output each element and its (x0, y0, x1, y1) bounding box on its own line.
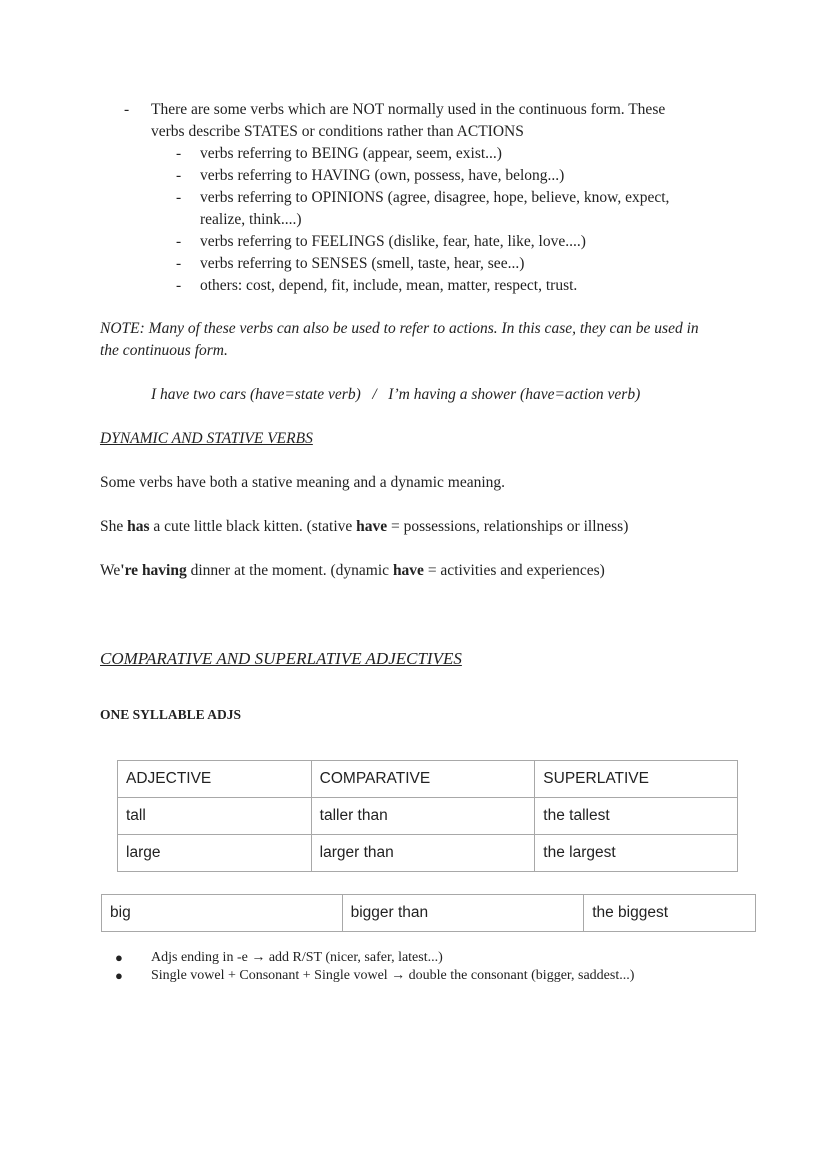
rule-ending-e: Adjs ending in -e → add R/ST (nicer, safer, latest...) (151, 950, 443, 965)
table-cell: big (102, 895, 343, 932)
sub-dash: - (176, 277, 182, 294)
table-cell: bigger than (342, 895, 584, 932)
sub-dash: - (176, 145, 182, 162)
list-item-opinions-cont: realize, think....) (200, 211, 302, 228)
table-header-row (118, 761, 738, 798)
table-cell: the largest (535, 835, 738, 872)
table-row (102, 895, 756, 932)
table-cell: larger than (311, 835, 535, 872)
subheading-one-syllable: ONE SYLLABLE ADJS (100, 707, 242, 722)
rule-double-consonant: Single vowel + Consonant + Single vowel → double the consonant (bigger, saddest...) (151, 968, 635, 983)
note-line-1: NOTE: Many of these verbs can also be used to refer to actions. In this case, they can be used in (100, 320, 699, 337)
list-item-having: verbs referring to HAVING (own, possess, have, belong...) (200, 167, 565, 184)
intro-line-2: verbs describe STATES or conditions rather than ACTIONS (151, 123, 524, 140)
sub-dash: - (176, 255, 182, 272)
list-item-being: verbs referring to BEING (appear, seem, exist...) (200, 145, 502, 162)
intro-line-1: There are some verbs which are NOT normally used in the continuous form. These (151, 101, 666, 118)
sub-dash: - (176, 233, 182, 250)
bold-have: have (392, 562, 424, 579)
extra-adjective-table (101, 894, 756, 932)
table-row (118, 798, 738, 835)
table-cell: tall (118, 798, 312, 835)
list-item-others: others: cost, depend, fit, include, mean, matter, respect, trust. (200, 277, 578, 294)
table-cell: large (118, 835, 312, 872)
table-header-cell: COMPARATIVE (311, 761, 535, 798)
bold-has: has (127, 518, 150, 535)
list-item-feelings: verbs referring to FEELINGS (dislike, fear, hate, like, love....) (200, 233, 586, 250)
table-cell: taller than (311, 798, 535, 835)
list-item-opinions: verbs referring to OPINIONS (agree, disagree, hope, believe, know, expect, (200, 189, 670, 206)
example-stative: She has a cute little black kitten. (stative have = possessions, relationships or illness) (100, 518, 629, 535)
dynamic-intro: Some verbs have both a stative meaning and a dynamic meaning. (100, 474, 506, 491)
note-line-2: the continuous form. (100, 342, 228, 359)
section-heading-adjectives: COMPARATIVE AND SUPERLATIVE ADJECTIVES (100, 649, 462, 668)
bullet-dot: ● (115, 968, 123, 983)
list-item-senses: verbs referring to SENSES (smell, taste, hear, see...) (200, 255, 525, 272)
section-heading-dynamic: DYNAMIC AND STATIVE VERBS (100, 430, 313, 447)
table-header-cell: ADJECTIVE (118, 761, 312, 798)
sub-dash: - (176, 167, 182, 184)
table-cell: the tallest (535, 798, 738, 835)
table-header-cell: SUPERLATIVE (535, 761, 738, 798)
list-dash: - (124, 101, 130, 118)
adjectives-table (117, 760, 738, 872)
bold-having: 're having (120, 562, 187, 579)
sub-dash: - (176, 189, 182, 206)
example-dynamic: We're having dinner at the moment. (dynamic have = activities and experiences) (100, 562, 605, 579)
note-example: I have two cars (have=state verb) / I’m having a shower (have=action verb) (151, 386, 641, 403)
bullet-dot: ● (115, 950, 123, 965)
table-row (118, 835, 738, 872)
table-cell: the biggest (584, 895, 756, 932)
bold-have: have (356, 518, 388, 535)
